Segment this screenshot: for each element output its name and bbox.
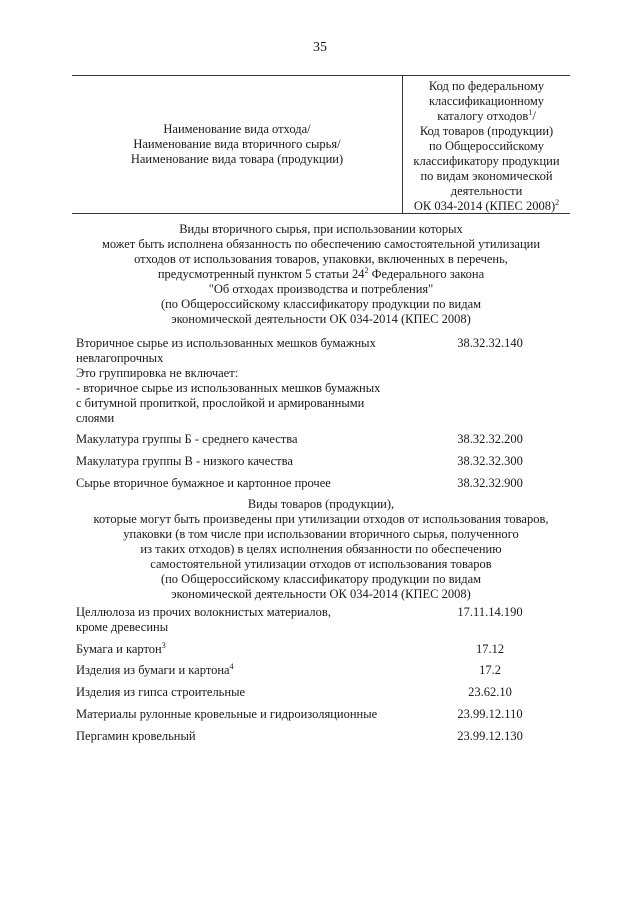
header-name-line: Наименование вида отхода/ xyxy=(163,122,311,136)
row-name: Целлюлоза из прочих волокнистых материалов, кроме древесины xyxy=(76,605,331,634)
row-code: 17.12 xyxy=(475,642,505,656)
row-name: Материалы рулонные кровельные и гидроизоляционные xyxy=(76,707,378,721)
table-header xyxy=(72,75,570,214)
row-name: Изделия из бумаги и картона$^4$ xyxy=(76,662,234,677)
row-code: 23.62.10 xyxy=(468,685,512,699)
header-name-line: Наименование вида вторичного сырья/ xyxy=(133,137,341,151)
footnote-ref: 4 xyxy=(229,662,234,671)
footnote-ref: 2 xyxy=(364,266,369,275)
row-code: 17.11.14.190 xyxy=(457,605,523,619)
header-code-line: ОК 034-2014 (КПЕС 2008)$^2$ xyxy=(413,198,560,213)
header-code-line: по видам экономической xyxy=(420,169,553,183)
row-name: Макулатура группы Б - среднего качества xyxy=(76,432,298,446)
section-title-products: Виды товаров (продукции), которые могут быть произведены при утилизации отходов от использования товаров, упаковки (в том числе при использовании вторичного сырья, полученного из таких отходов) в целях исполнения обязанности по обеспечению самостоятельной утилизации отходов от использования товаров (по Общероссийскому классификатору продукции по видам экономической деятельности ОК 034-2014 (КПЕС 2008) xyxy=(93,497,549,601)
footnote-ref: 2 xyxy=(555,198,560,207)
row-name: Макулатура группы В - низкого качества xyxy=(76,454,293,468)
row-code: 38.32.32.140 xyxy=(457,336,523,350)
page-number: 35 xyxy=(313,40,327,55)
row-name: Вторичное сырье из использованных мешков бумажных невлагопрочных Это группировка не включает: - вторичное сырье из использованных мешков бумажных с битумной пропиткой, прослойкой и армированными слоями xyxy=(76,336,381,425)
header-code-line: классификатору продукции xyxy=(413,154,560,168)
header-code-line: Код по федеральному xyxy=(428,79,545,93)
row-name: Сырье вторичное бумажное и картонное прочее xyxy=(76,476,331,490)
row-code: 23.99.12.130 xyxy=(457,729,523,743)
row-code: 17.2 xyxy=(479,663,501,677)
header-code-column xyxy=(403,79,570,214)
row-name: Пергамин кровельный xyxy=(76,729,196,743)
header-code-line: деятельности xyxy=(450,184,523,198)
header-name-line: Наименование вида товара (продукции) xyxy=(130,152,344,166)
header-code-line: по Общероссийскому xyxy=(428,139,545,153)
row-code: 38.32.32.200 xyxy=(457,432,523,446)
row-code: 38.32.32.300 xyxy=(457,454,523,468)
row-name: Бумага и картон$^3$ xyxy=(76,641,166,656)
header-code-line: Код товаров (продукции) xyxy=(419,124,554,138)
row-code: 38.32.32.900 xyxy=(457,476,523,490)
footnote-ref: 3 xyxy=(161,641,166,650)
header-code-line: каталогу отходов$^1$/ xyxy=(437,108,536,123)
row-code: 23.99.12.110 xyxy=(457,707,523,721)
row-name: Изделия из гипса строительные xyxy=(76,685,246,699)
footnote-ref: 1 xyxy=(528,108,533,117)
header-code-line: классификационному xyxy=(428,94,545,108)
header-name-column xyxy=(72,76,402,213)
section-title-secondary-raw: Виды вторичного сырья, при использовании которых может быть исполнена обязанность по обеспечению самостоятельной утилизации отходов от использования товаров, упаковки, включенных в перечень, предусмотренный пунктом 5 статьи $24^2$ Федерального закона "Об отходах производства и потребления" (по Общероссийскому классификатору продукции по видам экономической деятельности ОК 034-2014 (КПЕС 2008) xyxy=(101,222,541,326)
